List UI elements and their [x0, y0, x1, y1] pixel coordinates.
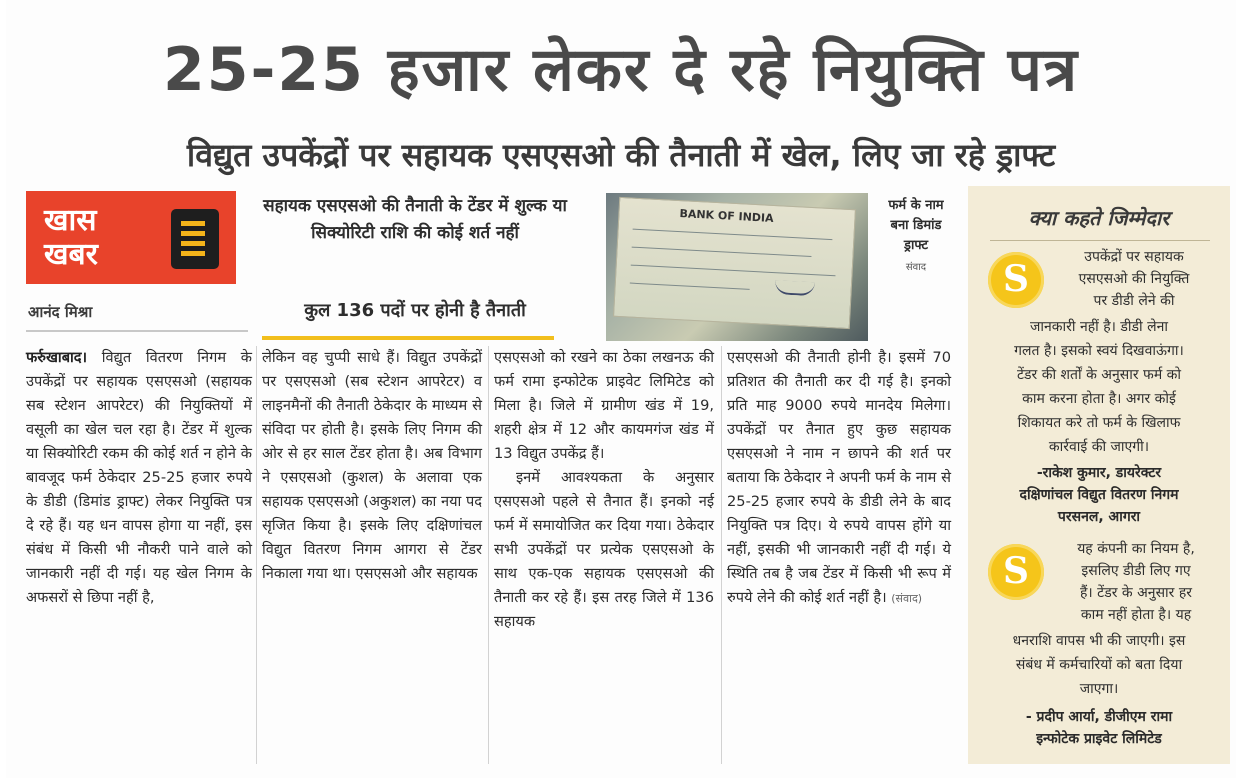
article-text: एसएसओ को रखने का ठेका लखनऊ की फर्म रामा इन्फोटेक प्राइवेट लिमिटेड को मिला है। जिले में ग्रामीण खंड में 19, शहरी क्षेत्र में 12 और कायमगंज खंड में 13 विद्युत उपकेंद्र हैं। — [494, 349, 714, 462]
teaser-secondary: कुल 136 पदों पर होनी है तैनाती — [304, 300, 526, 321]
quote-2-line: संबंध में कर्मचारियों को बता दिया — [1015, 657, 1183, 673]
quote-1-line: पर डीडी लेने की — [1093, 293, 1175, 309]
article-text: इनमें आवश्यकता के अनुसार एसएसओ पहले से तैनात हैं। इनको नई फर्म में समायोजित कर दिया गया। ठेकेदार सभी उपकेंद्रों पर प्रत्येक एसएसओ के साथ एक-एक सहायक एसएसओ की तैनाती कर रहे हैं। इस तरह जिले में 136 सहायक — [494, 469, 714, 630]
dateline: फर्रुखाबाद। — [26, 349, 88, 366]
column-divider — [256, 346, 257, 764]
quote-1-attribution: -राकेश कुमार, डायरेक्टर — [1036, 465, 1162, 481]
photo-caption — [886, 196, 946, 278]
quote-2-line: जाएगा। — [1079, 681, 1119, 697]
article-text: विद्युत वितरण निगम के उपकेंद्रों पर सहायक एसएसओ (सहायक सब स्टेशन आपरेटर) की नियुक्तियों में वसूली का खेल चल रहा है। टेंडर में शुल्क या सिक्योरिटी रकम की कोई शर्त न होने के बावजूद फर्म ठेकेदार 25-25 हजार रुपये के डीडी (डिमांड ड्राफ्ट) लेकर नियुक्ति पत्र दे रहे हैं। यह धन वापस होगा या नहीं, इस संबंध में किसी भी नौकरी पाने वाले को जानकारी नहीं दी गई। यह खेल निगम के अफसरों से छिपा नहीं है, — [26, 349, 252, 606]
cheque-bank-name: BANK OF INDIA — [679, 207, 774, 225]
subheadline: विद्युत उपकेंद्रों पर सहायक एसएसओ की तैनाती में खेल, लिए जा रहे ड्राफ्ट — [186, 136, 1056, 174]
quote-2-line: काम नहीं होता है। यह — [1080, 607, 1192, 623]
newspaper-page — [6, 0, 1236, 778]
divider — [990, 240, 1210, 241]
quote-1-line: कार्रवाई की जाएगी। — [1048, 439, 1150, 455]
demand-draft-photo — [606, 193, 868, 341]
quote-1-attribution: परसनल, आगरा — [1057, 509, 1141, 525]
article-column-4 — [727, 346, 951, 611]
photo-credit: संवाद — [905, 262, 927, 273]
divider — [26, 330, 248, 332]
article-text: एसएसओ की तैनाती होनी है। इसमें 70 प्रतिशत की तैनाती कर दी गई है। इनको प्रति माह 9000 रुपये मानदेय मिलेगा। उपकेंद्रों पर तैनात हुए कुछ सहायक एसएसओ ने नाम न छापने की शर्त पर बताया कि ठेकेदार ने अपनी फर्म के नाम से 25-25 हजार रुपये के डीडी लेने के बाद नियुक्ति पत्र दिए। ये रुपये वापस होंगे या नहीं, इसकी भी जानकारी नहीं दी गई। ये स्थिति तब है जब टेंडर में किसी भी रूप में रुपये लेने की कोई शर्त नहीं है। — [727, 349, 951, 606]
column-divider — [721, 346, 722, 764]
sidebar-title: क्या कहते जिम्मेदार — [1028, 206, 1170, 230]
quote-1-line: जानकारी नहीं है। डीडी लेना — [1029, 319, 1168, 335]
khas-khabar-badge — [26, 191, 236, 284]
badge-label: खास खबर — [44, 202, 98, 272]
article-text: लेकिन वह चुप्पी साधे हैं। विद्युत उपकेंद्रों पर एसएसओ (सब स्टेशन आपरेटर) व लाइनमैनों की तैनाती ठेकेदार के माध्यम से संविदा पर होती है। इसके लिए निगम की ओर से हर साल टेंडर होता है। अब विभाग ने एसएसओ (कुशल) के अलावा एक सहायक एसएसओ (अकुशल) का नया पद सृजित किया है। इसके लिए दक्षिणांचल विद्युत वितरण निगम आगरा से टेंडर निकाला गया था। एसएसओ और सहायक — [262, 349, 482, 582]
quote-2-line: धनराशि वापस भी की जाएगी। इस — [1012, 633, 1186, 649]
headline: 25-25 हजार लेकर दे रहे नियुक्ति पत्र — [163, 35, 1079, 105]
company-logo-icon — [988, 544, 1044, 600]
officials-sidebar — [968, 186, 1230, 764]
company-logo-icon — [988, 252, 1044, 308]
quote-1-line: उपकेंद्रों पर सहायक — [1084, 249, 1184, 265]
newspaper-icon — [171, 209, 219, 269]
article-column-3 — [494, 346, 714, 634]
byline: आनंद मिश्रा — [28, 303, 93, 321]
quote-2-line: हैं। टेंडर के अनुसार हर — [1079, 585, 1192, 601]
article-column-2 — [262, 346, 482, 586]
quote-2-line: यह कंपनी का नियम है, — [1077, 541, 1195, 557]
quote-1-line: एसएसओ की नियुक्ति — [1078, 271, 1190, 287]
teaser-main: सहायक एसएसओ की तैनाती के टेंडर में शुल्क या सिक्योरिटी राशि की कोई शर्त नहीं — [263, 196, 567, 243]
quote-1-line: काम करना होता है। अगर कोई — [1022, 391, 1176, 407]
column-divider — [488, 346, 489, 764]
quote-1-attribution: दक्षिणांचल विद्युत वितरण निगम — [1019, 487, 1179, 503]
quote-1-line: गलत है। इसको स्वयं दिखवाऊंगा। — [1014, 343, 1184, 359]
photo-caption-text: फर्म के नाम बना डिमांड ड्राफ्ट — [888, 198, 944, 253]
cheque-image — [613, 197, 856, 329]
quote-1-line: टेंडर की शर्तों के अनुसार फर्म को — [1016, 367, 1182, 383]
teaser-underline — [262, 336, 554, 340]
quote-2-attribution: - प्रदीप आर्या, डीजीएम रामा — [1025, 709, 1173, 725]
article-column-1 — [26, 346, 252, 610]
quote-1-line: शिकायत करे तो फर्म के खिलाफ — [1017, 415, 1181, 431]
article-credit: (संवाद) — [891, 592, 923, 605]
quote-2-attribution: इन्फोटेक प्राइवेट लिमिटेड — [1036, 731, 1162, 747]
quote-2-line: इसलिए डीडी लिए गए — [1081, 563, 1191, 579]
